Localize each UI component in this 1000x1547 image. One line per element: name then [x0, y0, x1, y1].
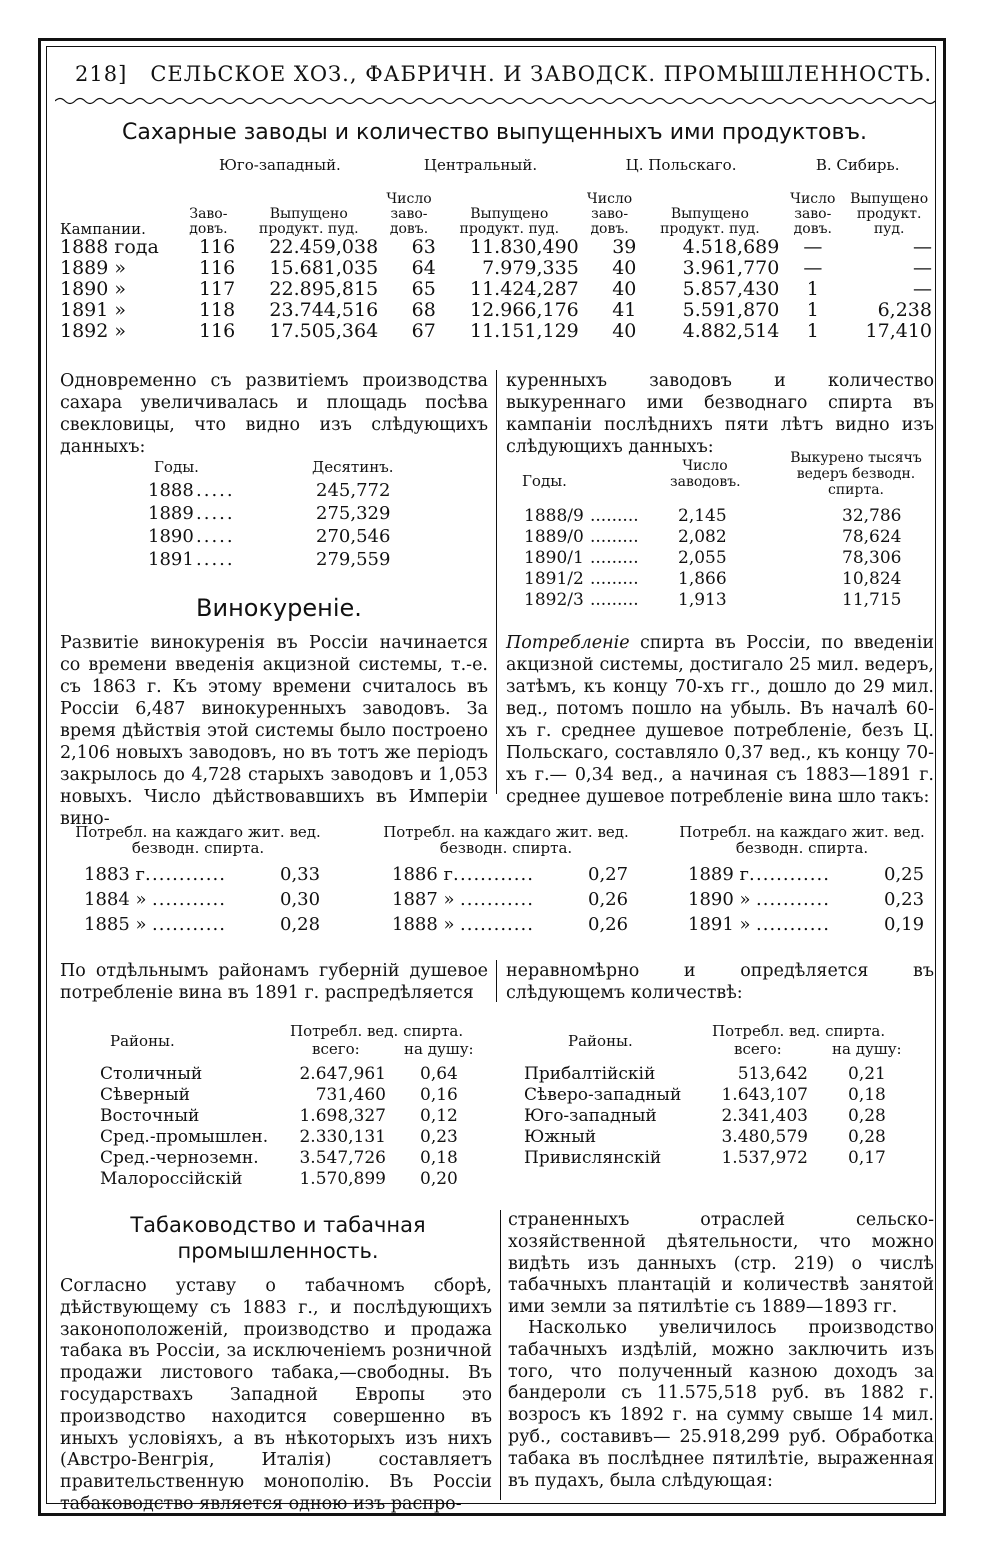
consumption-year: 1891 »: [688, 914, 751, 935]
tobacco-left-paragraph: Согласно уставу о табачномъ сборѣ, дѣйствующему съ 1883 г., и послѣдующихъ законоположеній, производство и продажа табака въ Россіи, за исключеніемъ розничной продажи листового табака,—свободны. Въ государствахъ Западной Европы это производство находится совершенно въ иныхъ условіяхъ, а въ нѣкоторыхъ изъ нихъ (Австро-Венгрія, Италія) составляетъ правительственную монополію. Въ Россіи табаководство является одною изъ распро-: [60, 1276, 492, 1514]
distill-leader: .........: [590, 548, 639, 568]
consumption-year: 1888 »: [392, 914, 455, 935]
region-total: 2.647,961: [299, 1064, 386, 1084]
col-output-c: Выпущено продукт. пуд.: [459, 206, 560, 237]
region-name: Сред.-черноземн.: [100, 1148, 259, 1168]
region-total: 1.570,899: [299, 1169, 386, 1189]
distill-count: 2,055: [678, 548, 727, 568]
sugar-cell-sw_v: 22.459,038: [269, 236, 379, 258]
distill-count: 1,913: [678, 590, 727, 610]
sugar-cell-c_v: 12.966,176: [469, 299, 579, 321]
region-per-capita: 0,28: [848, 1106, 886, 1126]
consumption-leader: ...........: [460, 914, 534, 935]
consumption-leader: ...........: [460, 864, 534, 885]
tobacco-right-paragraph-1: страненныхъ отраслей сельско-хозяйственной дѣятельности, что можно видѣть изъ данныхъ (стр. 219) о числѣ табачныхъ плантацій и количествѣ занятой ими земли за пятилѣтіе съ 1889—1893 гг.: [508, 1210, 934, 1318]
wavy-rule: [55, 96, 935, 106]
regions-right-paragraph: неравномѣрно и опредѣляется въ слѣдующемъ количествѣ:: [506, 961, 934, 1003]
beet-year: 1888: [148, 480, 194, 501]
beet-paragraph: Одновременно съ развитіемъ производства сахара увеличивалась и площадь посѣва свекловицы, что видно изъ слѣдующихъ данныхъ:: [60, 371, 488, 457]
sugar-cell-s_n: —: [803, 257, 823, 279]
consumption-value: 0,27: [588, 864, 629, 885]
distill-output: 10,824: [842, 569, 902, 589]
consumption-year: 1889 г.: [688, 864, 755, 885]
regions-col-cons: Потребл. вед. спирта.: [712, 1022, 886, 1040]
region-per-capita: 0,16: [420, 1085, 458, 1105]
beet-col-year: Годы.: [154, 458, 199, 476]
sugar-cell-p_v: 5.591,870: [682, 299, 780, 321]
region-name: Восточный: [100, 1106, 200, 1126]
beet-area: 275,329: [316, 503, 391, 524]
distill-count: 2,145: [678, 506, 727, 526]
sugar-cell-c_n: 65: [411, 278, 436, 300]
beet-leader: .....: [196, 526, 235, 547]
col-output-sw: Выпущено продукт. пуд.: [258, 206, 359, 237]
sugar-cell-sw_v: 15.681,035: [269, 257, 379, 279]
sugar-cell-c_v: 11.424,287: [469, 278, 579, 300]
region-name: Сѣверный: [100, 1085, 190, 1105]
sugar-table: [58, 158, 934, 342]
consumption-year: 1884 »: [84, 889, 147, 910]
consumption-leader: ...........: [756, 889, 830, 910]
distill-col-count: Число заводовъ.: [670, 458, 741, 490]
distill-year: 1888/9: [524, 506, 584, 526]
region-per-capita: 0,21: [848, 1064, 886, 1084]
beet-year: 1889: [148, 503, 194, 524]
region-per-capita: 0,18: [420, 1148, 458, 1168]
region-total: 1.537,972: [721, 1148, 808, 1168]
sugar-cell-p_n: 41: [612, 299, 637, 321]
group-central: Центральный.: [423, 156, 538, 174]
beet-col-area: Десятинъ.: [312, 458, 394, 476]
sugar-cell-c_n: 63: [411, 236, 436, 258]
sugar-cell-s_n: 1: [806, 320, 819, 342]
sugar-cell-c_v: 7.979,335: [482, 257, 579, 279]
col-output-s: Выпущено продукт. пуд.: [850, 191, 929, 237]
consumption-value: 0,25: [884, 864, 925, 885]
sugar-cell-p_n: 39: [612, 236, 637, 258]
consumption-text: спирта въ Россіи, по введеніи акцизной системы, достигало 25 мил. ведеръ, затѣмъ, къ концу 70-хъ гг., дошло до 29 мил. вед., потомъ пошло на убыль. Въ началѣ 60-хъ г. среднее душевое потребленіе, безъ Ц. Польскаго, составляло 0,37 вед., къ концу 70-хъ г.— 0,34 вед., а начиная съ 1883—1891 г. среднее душевое потребленіе вина шло такъ:: [506, 633, 934, 807]
sugar-cell-sw_v: 17.505,364: [269, 320, 379, 342]
column-divider-2: [496, 960, 497, 1002]
consumption-value: 0,33: [280, 864, 321, 885]
regions-col-total: всего:: [734, 1040, 782, 1058]
distill-col-year: Годы.: [522, 472, 567, 490]
running-title: СЕЛЬСКОЕ ХОЗ., ФАБРИЧН. И ЗАВОДСК. ПРОМЫШЛЕННОСТЬ.: [150, 62, 933, 86]
consumption-leader: ...........: [152, 864, 226, 885]
column-divider: [496, 370, 497, 794]
table-row: [58, 300, 934, 321]
region-total: 3.480,579: [721, 1127, 808, 1147]
region-name: Юго-западный: [524, 1106, 657, 1126]
col-campaign: Кампании.: [60, 220, 146, 238]
distill-leader: .........: [590, 506, 639, 526]
distill-leader: .........: [590, 590, 639, 610]
consumption-year: 1885 »: [84, 914, 147, 935]
sugar-cell-s_v: —: [913, 236, 932, 258]
beet-area: 279,559: [316, 549, 391, 570]
sugar-cell-p_v: 3.961,770: [682, 257, 780, 279]
distill-intro-paragraph: куренныхъ заводовъ и количество выкуреннаго ими безводнаго спирта въ кампаніи послѣднихъ пяти лѣтъ видно изъ слѣдующихъ данныхъ:: [506, 371, 934, 457]
distill-leader: .........: [590, 527, 639, 547]
sugar-cell-sw_n: 116: [198, 236, 236, 258]
regions-col-region: Районы.: [568, 1032, 633, 1050]
col-count-s: Число заво- довъ.: [790, 191, 836, 237]
consumption-value: 0,28: [280, 914, 321, 935]
consumption-leader: ...........: [460, 889, 534, 910]
region-total: 3.547,726: [299, 1148, 386, 1168]
column-divider-3: [500, 1210, 501, 1500]
distill-left-paragraph: Развитіе винокуренія въ Россіи начинается со времени введенія акцизной системы, т.-е. съ 1863 г. Къ этому времени считалось въ Россіи 6,487 винокуренныхъ заводовъ. За время дѣйствія этой системы было построено 2,106 новыхъ заводовъ, но въ тотъ же періодъ закрылось до 4,728 старыхъ заводовъ и 1,053 новыхъ. Число дѣйствовавшихъ въ Имперіи вино-: [60, 633, 488, 829]
sugar-cell-p_v: 5.857,430: [682, 278, 780, 300]
region-total: 2.341,403: [721, 1106, 808, 1126]
sugar-cell-p_n: 40: [612, 278, 637, 300]
sugar-cell-s_v: 17,410: [865, 320, 932, 342]
sugar-cell-year: 1891 »: [60, 299, 127, 321]
beet-year: 1891: [148, 549, 194, 570]
consumption-value: 0,23: [884, 889, 925, 910]
sugar-cell-c_n: 68: [411, 299, 436, 321]
beet-leader: .....: [196, 480, 235, 501]
distill-col-output: Выкурено тысячъ ведеръ безводн. спирта.: [790, 450, 922, 498]
col-count-p: Число заво- довъ.: [586, 191, 633, 237]
regions-col-per: на душу:: [404, 1040, 474, 1058]
sugar-cell-p_v: 4.518,689: [682, 236, 780, 258]
regions-left-paragraph: По отдѣльнымъ районамъ губерній душевое потребленіе вина въ 1891 г. распредѣляется: [60, 961, 488, 1003]
consumption-leader: ...........: [152, 889, 226, 910]
sugar-cell-c_v: 11.830,490: [469, 236, 579, 258]
region-name: Сред.-промышлен.: [100, 1127, 269, 1147]
running-header: [75, 62, 932, 86]
sugar-cell-c_n: 64: [411, 257, 436, 279]
table-row: [58, 258, 934, 279]
sugar-cell-sw_n: 118: [198, 299, 236, 321]
region-name: Южный: [524, 1127, 597, 1147]
page-number: 218]: [75, 62, 128, 86]
consumption-year: 1887 »: [392, 889, 455, 910]
region-per-capita: 0,28: [848, 1127, 886, 1147]
region-per-capita: 0,12: [420, 1106, 458, 1126]
distill-title: Винокуреніе.: [196, 594, 362, 622]
consumption-header: Потребл. на каждаго жит. вед. безводн. спирта.: [679, 823, 925, 857]
sugar-cell-year: 1888 года: [60, 236, 159, 258]
region-per-capita: 0,64: [420, 1064, 458, 1084]
sugar-cell-year: 1889 »: [60, 257, 127, 279]
distill-output: 11,715: [842, 590, 902, 610]
region-name: Столичный: [100, 1064, 203, 1084]
table-row: [58, 237, 934, 258]
sugar-cell-s_n: 1: [806, 299, 819, 321]
consumption-value: 0,26: [588, 889, 629, 910]
region-total: 1.698,327: [299, 1106, 386, 1126]
tobacco-right-paragraph-2: Насколько увеличилось производство табачныхъ издѣлій, можно заключить изъ того, что полученный казною доходъ за бандероли съ 11.575,518 руб. въ 1882 г. возросъ къ 1892 г. на сумму свыше 14 мил. руб., составивъ— 25.918,299 руб. Обработка табака въ послѣднее пятилѣтіе, выраженная въ пудахъ, была слѣдующая:: [508, 1318, 934, 1491]
sugar-cell-s_n: 1: [806, 278, 819, 300]
sugar-cell-sw_n: 116: [198, 257, 236, 279]
beet-area: 245,772: [316, 480, 391, 501]
consumption-value: 0,19: [884, 914, 925, 935]
region-name: Малороссійскій: [100, 1169, 243, 1189]
group-southwest: Юго-западный.: [218, 156, 341, 174]
distill-count: 2,082: [678, 527, 727, 547]
col-output-p: Выпущено продукт. пуд.: [660, 206, 760, 237]
sugar-cell-year: 1892 »: [60, 320, 127, 342]
region-total: 2.330,131: [299, 1127, 386, 1147]
distill-output: 32,786: [842, 506, 902, 526]
distill-year: 1889/0: [524, 527, 584, 547]
distill-year: 1890/1: [524, 548, 584, 568]
sugar-cell-year: 1890 »: [60, 278, 127, 300]
region-per-capita: 0,20: [420, 1169, 458, 1189]
region-total: 731,460: [315, 1085, 386, 1105]
consumption-leader: ...........: [756, 914, 830, 935]
region-per-capita: 0,18: [848, 1085, 886, 1105]
consumption-lead: Потребленіе: [506, 633, 630, 653]
sugar-cell-sw_v: 23.744,516: [269, 299, 379, 321]
distill-output: 78,624: [842, 527, 902, 547]
sugar-cell-sw_n: 116: [198, 320, 236, 342]
consumption-header: Потребл. на каждаго жит. вед. безводн. спирта.: [75, 823, 321, 857]
tobacco-title: Табаководство и табачная промышленность.: [130, 1213, 426, 1263]
sugar-cell-c_v: 11.151,129: [469, 320, 579, 342]
consumption-header: Потребл. на каждаго жит. вед. безводн. спирта.: [383, 823, 629, 857]
sugar-cell-p_n: 40: [612, 320, 637, 342]
sugar-cell-c_n: 67: [411, 320, 436, 342]
regions-col-cons: Потребл. вед. спирта.: [290, 1022, 464, 1040]
region-per-capita: 0,23: [420, 1127, 458, 1147]
sugar-cell-s_n: —: [803, 236, 823, 258]
beet-leader: .....: [196, 549, 235, 570]
region-name: Прибалтійскій: [524, 1064, 656, 1084]
distill-year: 1891/2: [524, 569, 584, 589]
distill-output: 78,306: [842, 548, 902, 568]
regions-col-total: всего:: [312, 1040, 360, 1058]
region-name: Сѣверо-западный: [524, 1085, 682, 1105]
sugar-cell-sw_v: 22.895,815: [269, 278, 379, 300]
distill-year: 1892/3: [524, 590, 584, 610]
sugar-title: Сахарные заводы и количество выпущенныхъ ими продуктовъ.: [122, 120, 868, 145]
sugar-cell-p_v: 4.882,514: [682, 320, 780, 342]
region-name: Привислянскій: [524, 1148, 662, 1168]
consumption-value: 0,26: [588, 914, 629, 935]
regions-col-region: Районы.: [110, 1032, 175, 1050]
sugar-cell-s_v: —: [913, 257, 932, 279]
regions-col-per: на душу:: [832, 1040, 902, 1058]
sugar-cell-sw_n: 117: [198, 278, 236, 300]
consumption-leader: ...........: [152, 914, 226, 935]
distill-leader: .........: [590, 569, 639, 589]
consumption-paragraph: [506, 632, 934, 808]
region-total: 1.643,107: [721, 1085, 808, 1105]
consumption-year: 1886 г.: [392, 864, 459, 885]
region-per-capita: 0,17: [848, 1148, 886, 1168]
consumption-leader: ...........: [756, 864, 830, 885]
beet-leader: .....: [196, 503, 235, 524]
sugar-cell-s_v: —: [913, 278, 932, 300]
consumption-year: 1883 г.: [84, 864, 151, 885]
col-count-c: Число заво- довъ.: [386, 191, 432, 237]
region-total: 513,642: [737, 1064, 808, 1084]
distill-count: 1,866: [678, 569, 727, 589]
table-row: [58, 321, 934, 342]
col-plants-sw: Заво- довъ.: [189, 206, 228, 237]
sugar-cell-p_n: 40: [612, 257, 637, 279]
sugar-cell-s_v: 6,238: [877, 299, 932, 321]
group-poland: Ц. Польскаго.: [625, 156, 737, 174]
consumption-year: 1890 »: [688, 889, 751, 910]
beet-year: 1890: [148, 526, 194, 547]
consumption-value: 0,30: [280, 889, 321, 910]
table-row: [58, 279, 934, 300]
beet-area: 270,546: [316, 526, 391, 547]
group-siberia: В. Сибирь.: [815, 156, 900, 174]
